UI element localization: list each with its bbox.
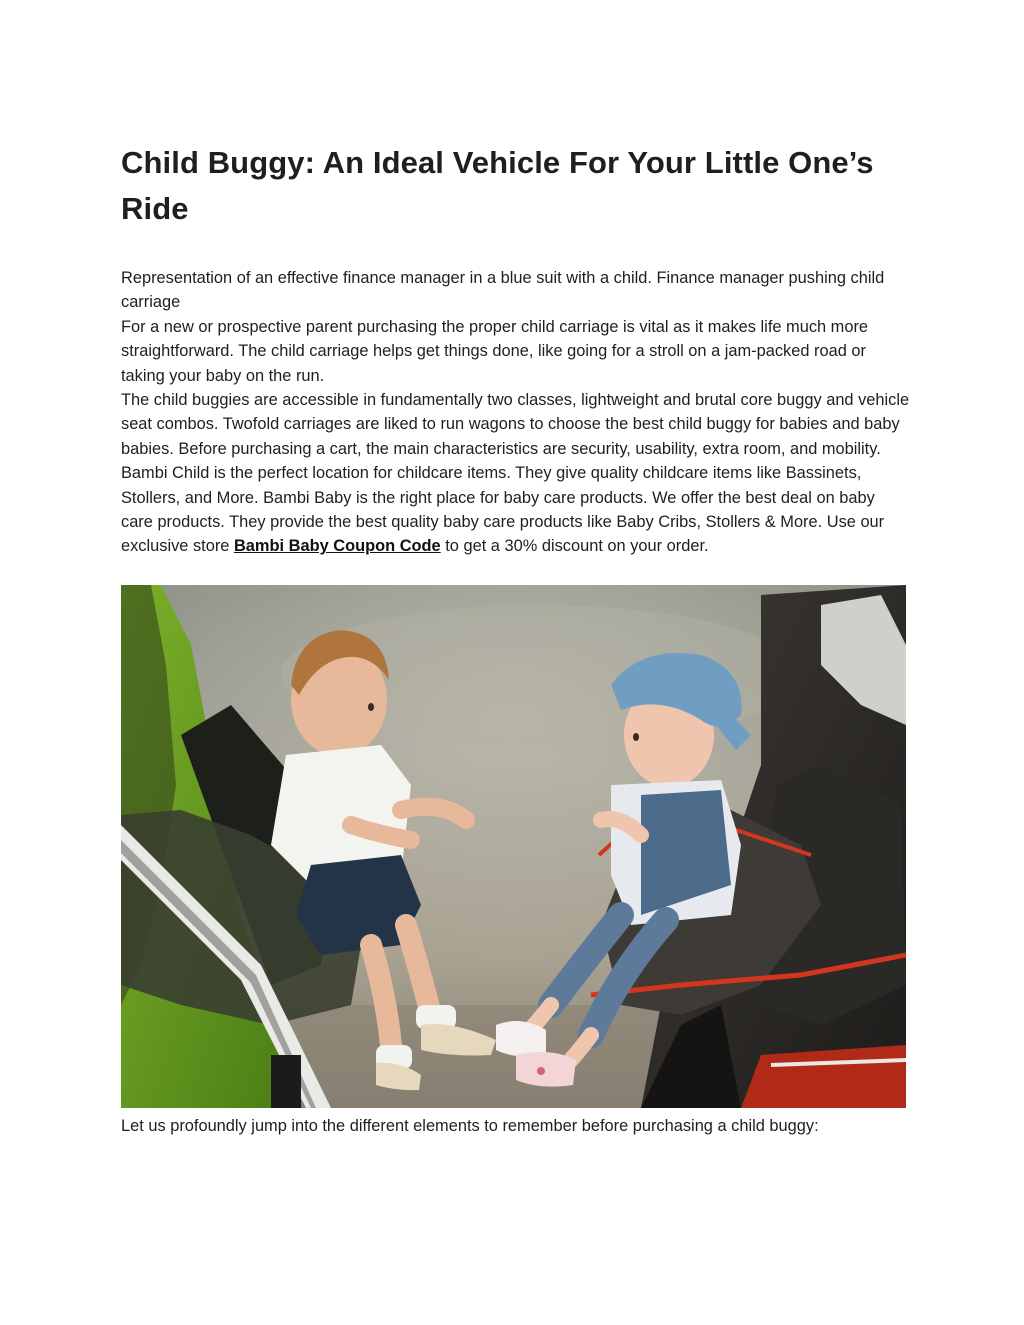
paragraph-carriage: For a new or prospective parent purchasing the proper child carriage is vital as it makes life much more straightforward. The child carriage helps get things done, like going for a stroll on a jam-packed road or taking your baby on the run. [121,317,869,385]
paragraph-buggies-text: The child buggies are accessible in fundamentally two classes, lightweight and brutal core buggy and vehicle seat combos. Twofold carriages are liked to run wagons to choose the best child buggy for babies and baby babies. Before purchasing a cart, the main characteristics are security, usability, extra room, and mobility. Bambi Child is the perfect location for childcare items. They give quality childcare items like Bassinets, Stollers, and More. Bambi Baby is the right place for baby care products. We offer the best deal on baby care products. They provide the best quality baby care products like Baby Cribs, Stollers & More. Use our exclusive store [121,391,910,556]
children-in-strollers-photo [121,585,906,1108]
paragraph-buggies-suffix: to get a 30% discount on your order. [440,537,709,556]
coupon-code-link[interactable]: Bambi Baby Coupon Code [233,537,441,556]
article-title: Child Buggy: An Ideal Vehicle For Your Little One’s Ride [121,145,874,226]
article-body [121,266,911,559]
paragraph-buggies [121,388,911,559]
paragraph-intro: Representation of an effective finance manager in a blue suit with a child. Finance manager pushing child carriage [121,269,885,312]
closing-caption: Let us profoundly jump into the different elements to remember before purchasing a child buggy: [121,1117,819,1135]
